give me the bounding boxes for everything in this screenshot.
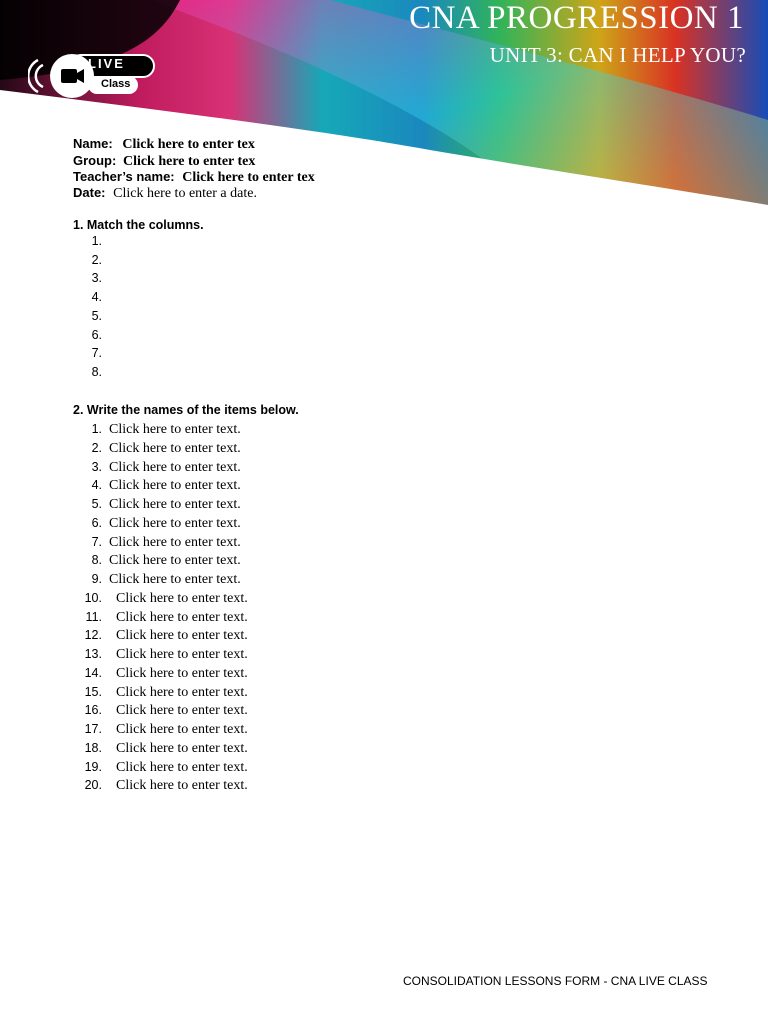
item-text-input[interactable]: Click here to enter text. <box>116 759 248 775</box>
logo-live-text: LIVE <box>88 56 125 71</box>
item-number: 4. <box>91 478 102 493</box>
item-text-input[interactable]: Click here to enter text. <box>116 722 248 737</box>
item-number: 11. <box>85 609 102 624</box>
item-number: 9. <box>91 572 102 586</box>
item-text-input[interactable]: Click here to enter text. <box>116 740 248 756</box>
item-number: 2. <box>91 440 102 455</box>
item-text-input[interactable]: Click here to enter text. <box>116 647 248 662</box>
item-number: 7. <box>91 534 102 549</box>
item-number: 14. <box>84 665 102 680</box>
match-item-number: 7. <box>91 346 102 361</box>
name-label: Name: <box>73 136 113 151</box>
match-item-number: 2. <box>91 252 102 267</box>
teacher-field <box>73 169 315 186</box>
item-number: 15. <box>84 684 102 699</box>
live-class-logo <box>28 52 156 100</box>
item-number: 10. <box>84 590 102 605</box>
item-text-input[interactable]: Click here to enter text. <box>109 422 241 437</box>
name-input[interactable]: Click here to enter tex <box>122 137 255 152</box>
match-item-number: 4. <box>91 290 102 305</box>
group-label: Group: <box>73 153 117 168</box>
item-number: 1. <box>91 422 102 436</box>
item-text-input[interactable]: Click here to enter text. <box>109 553 241 569</box>
item-text-input[interactable]: Click here to enter text. <box>116 609 248 625</box>
name-field <box>73 136 255 153</box>
group-input[interactable]: Click here to enter tex <box>122 154 256 169</box>
item-number: 3. <box>91 459 102 474</box>
item-text-input[interactable]: Click here to enter text. <box>109 497 241 512</box>
footer-text: CONSOLIDATION LESSONS FORM - CNA LIVE CLASS <box>403 974 708 988</box>
date-picker[interactable]: Click here to enter a date. <box>113 186 257 201</box>
item-number: 13. <box>84 647 102 661</box>
item-text-input[interactable]: Click here to enter text. <box>109 534 241 550</box>
item-text-input[interactable]: Click here to enter text. <box>116 590 248 606</box>
item-number: 19. <box>84 759 102 774</box>
match-item-number: 1. <box>91 234 102 248</box>
section-2-heading: 2. Write the names of the items below. <box>73 403 299 417</box>
group-field <box>73 153 255 170</box>
item-number: 20. <box>84 778 102 793</box>
item-number: 12. <box>84 628 102 643</box>
item-text-input[interactable]: Click here to enter text. <box>109 478 241 494</box>
teacher-label: Teacher’s name: <box>73 169 175 184</box>
match-item-number: 6. <box>91 327 102 342</box>
item-text-input[interactable]: Click here to enter text. <box>109 440 241 456</box>
item-text-input[interactable]: Click here to enter text. <box>109 459 241 475</box>
item-text-input[interactable]: Click here to enter text. <box>109 515 241 531</box>
item-text-input[interactable]: Click here to enter text. <box>116 665 248 681</box>
item-number: 5. <box>91 497 102 511</box>
match-item-number: 8. <box>91 364 102 379</box>
item-text-input[interactable]: Click here to enter text. <box>109 572 241 587</box>
item-number: 8. <box>91 553 102 568</box>
item-number: 6. <box>91 515 102 530</box>
match-item-number: 5. <box>91 308 102 323</box>
item-number: 17. <box>84 722 102 736</box>
section-1-heading: 1. Match the columns. <box>73 218 204 232</box>
match-item-number: 3. <box>91 271 102 286</box>
item-text-input[interactable]: Click here to enter text. <box>116 778 248 794</box>
date-field <box>73 185 257 202</box>
page-subtitle: UNIT 3: CAN I HELP YOU? <box>489 43 746 67</box>
date-label: Date: <box>73 185 106 200</box>
item-number: 18. <box>84 740 102 755</box>
item-text-input[interactable]: Click here to enter text. <box>116 703 248 719</box>
page-title: CNA PROGRESSION 1 <box>409 0 744 36</box>
teacher-input[interactable]: Click here to enter tex <box>182 170 315 185</box>
item-text-input[interactable]: Click here to enter text. <box>116 628 248 644</box>
item-number: 16. <box>84 703 102 718</box>
item-text-input[interactable]: Click here to enter text. <box>116 684 248 700</box>
logo-class-text: Class <box>101 78 131 90</box>
